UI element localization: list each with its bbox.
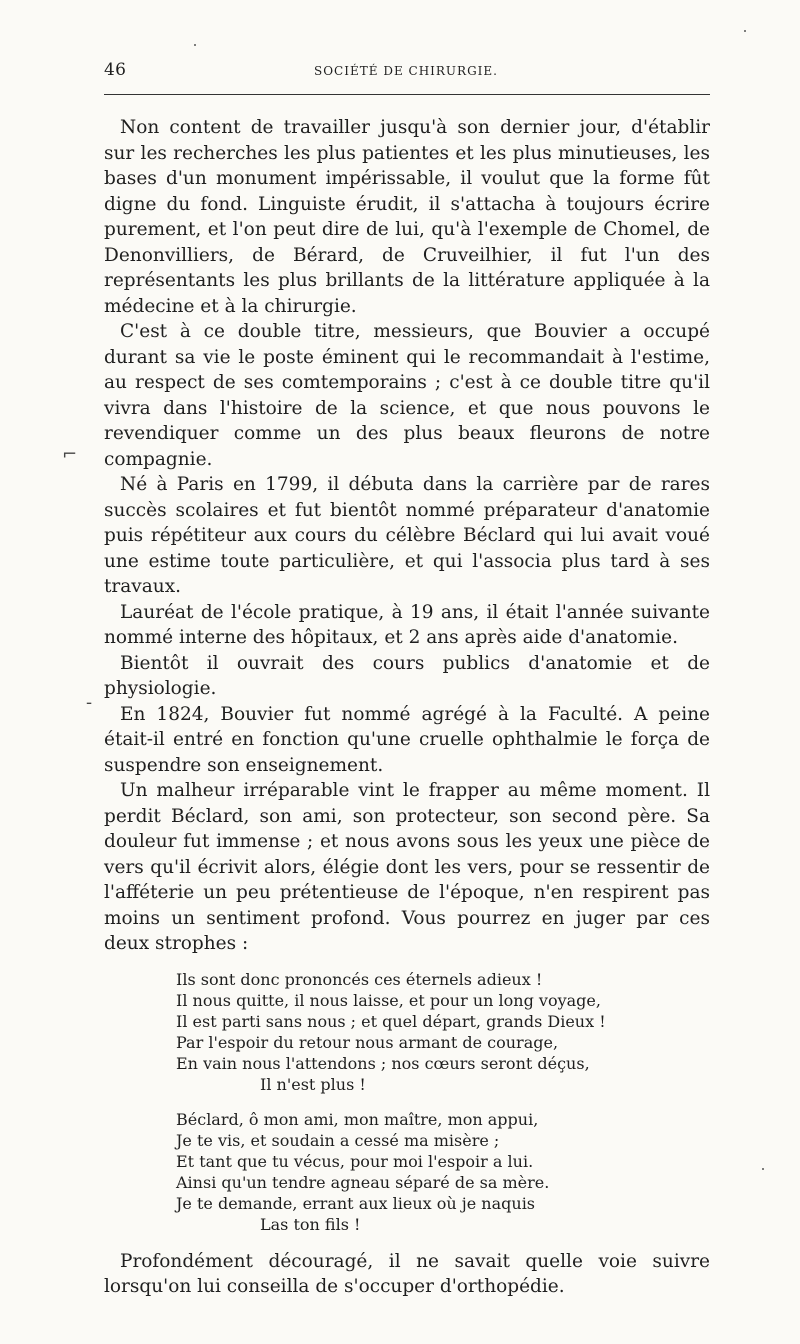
page-body <box>104 115 710 1300</box>
margin-bracket-mark: ⌐ <box>62 444 78 465</box>
verse-line: En vain nous l'attendons ; nos cœurs seront déçus, <box>176 1053 590 1073</box>
paragraph: Né à Paris en 1799, il débuta dans la carrière par de rares succès scolaires et fut bientôt nommé préparateur d'anatomie puis répétiteur aux cours du célèbre Béclard qui lui avait voué une estime toute particulière, et qui l'associa plus tard à ses travaux. <box>104 474 710 597</box>
closing-paragraph: Profondément découragé, il ne savait quelle voie suivre lorsqu'on lui conseilla de s'occuper d'orthopédie. <box>104 1250 710 1297</box>
verse-line: Je te vis, et soudain a cessé ma misère ; <box>176 1130 500 1150</box>
poem-stanza <box>176 1109 710 1235</box>
verse-line: Ainsi qu'un tendre agneau séparé de sa mère. <box>176 1172 550 1192</box>
verse-line: Par l'espoir du retour nous armant de courage, <box>176 1032 559 1052</box>
page-number: 46 <box>104 60 127 80</box>
poem <box>176 969 710 1235</box>
paragraph: Bientôt il ouvrait des cours publics d'anatomie et de physiologie. <box>104 652 710 699</box>
verse-line: Las ton fils ! <box>260 1214 361 1234</box>
verse-line: Et tant que tu vécus, pour moi l'espoir a lui. <box>176 1151 534 1171</box>
paragraph: En 1824, Bouvier fut nommé agrégé à la Faculté. A peine était-il entré en fonction qu'une cruelle ophthalmie le força de suspendre son enseignement. <box>104 703 710 776</box>
verse-line: Il est parti sans nous ; et quel départ, grands Dieux ! <box>176 1011 606 1031</box>
paragraph: Non content de travailler jusqu'à son dernier jour, d'établir sur les recherches les plus patientes et les plus minutieuses, les bases d'un monument impérissable, il voulut que la forme fût digne du fond. Linguiste érudit, il s'attacha à toujours écrire purement, et l'on peut dire de lui, qu'à l'exemple de Chomel, de Denonvilliers, de Bérard, de Cruveilhier, il fut l'un des représentants les plus brillants de la littérature appliquée à la médecine et à la chirurgie. <box>104 117 710 317</box>
paper-speck <box>194 44 196 46</box>
verse-line: Ils sont donc prononcés ces éternels adieux ! <box>176 969 543 989</box>
running-title: SOCIÉTÉ DE CHIRURGIE. <box>314 64 498 78</box>
paper-speck <box>762 1168 764 1170</box>
verse-line: Il nous quitte, il nous laisse, et pour un long voyage, <box>176 990 601 1010</box>
margin-dash-mark: - <box>86 692 93 713</box>
paragraph: Un malheur irréparable vint le frapper au même moment. Il perdit Béclard, son ami, son protecteur, son second père. Sa douleur fut immense ; et nous avons sous les yeux une pièce de vers qu'il écrivit alors, élégie dont les vers, pour se ressentir de l'afféterie un peu prétentieuse de l'époque, n'en respirent pas moins un sentiment profond. Vous pourrez en juger par ces deux strophes : <box>104 780 710 954</box>
paper-speck <box>744 30 746 32</box>
verse-line: Je te demande, errant aux lieux où je naquis <box>176 1193 536 1213</box>
header-rule <box>104 94 710 95</box>
poem-stanza <box>176 969 710 1095</box>
paragraph: Lauréat de l'école pratique, à 19 ans, il était l'année suivante nommé interne des hôpitaux, et 2 ans après aide d'anatomie. <box>104 601 710 648</box>
page-header <box>104 60 710 84</box>
verse-line: Il n'est plus ! <box>260 1074 366 1094</box>
verse-line: Béclard, ô mon ami, mon maître, mon appui, <box>176 1109 539 1129</box>
paragraph: C'est à ce double titre, messieurs, que Bouvier a occupé durant sa vie le poste éminent qui le recommandait à l'estime, au respect de ses comtemporains ; c'est à ce double titre qu'il vivra dans l'histoire de la science, et que nous pouvons le revendiquer comme un des plus beaux fleurons de notre compagnie. <box>104 321 710 470</box>
